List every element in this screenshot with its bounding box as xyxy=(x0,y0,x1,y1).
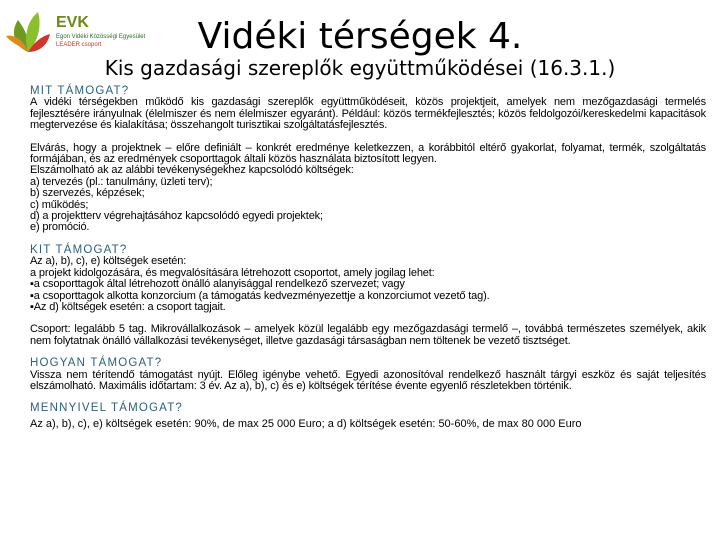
section-heading-kit: KIT TÁMOGAT? xyxy=(30,243,128,256)
evk-logo xyxy=(4,8,154,56)
mennyivel-text: Az a), b), c), e) költségek esetén: 90%, de max 25 000 Euro; a d) költségek esetén: 50-60%, de max 80 000 Euro xyxy=(30,417,582,430)
kit-line: a projekt kidolgozására, és megvalósítására létrehozott csoportot, amely jogilag lehet: xyxy=(30,266,435,279)
logo-line-1: Egon Vidéki Közösségi Egyesület xyxy=(56,34,146,40)
section-heading-mennyivel: MENNYIVEL TÁMOGAT? xyxy=(30,402,184,415)
kit-line: ▪a csoporttagok alkotta konzorcium (a támogatás kedvezményezettje a konzorciumot vezető tag). xyxy=(30,289,490,302)
section-heading-mit: MIT TÁMOGAT? xyxy=(30,85,130,97)
kit-line: Az a), b), c), e) költségek esetén: xyxy=(30,255,187,268)
elvaras-line: d) a projektterv végrehajtásához kapcsolódó egyedi projektek; xyxy=(30,210,323,223)
elvaras-line: a) tervezés (pl.: tanulmány, üzleti terv); xyxy=(30,175,213,188)
logo-line-2: LEADER csoport xyxy=(56,42,102,48)
page-subtitle: Kis gazdasági szereplők együttműködései (16.3.1.) xyxy=(104,56,616,80)
kit-line: ▪a csoporttagok által létrehozott önálló alanyisággal rendelkező szervezet; vagy xyxy=(30,278,405,291)
kit-line: ▪Az d) költségek esetén: a csoport tagjait. xyxy=(30,300,226,313)
section-heading-hogyan: HOGYAN TÁMOGAT? xyxy=(30,357,163,370)
elvaras-line: b) szervezés, képzések; xyxy=(30,187,145,200)
elvaras-line: Elszámolható ak az alábbi tevékenységekhez kapcsolódó költségek: xyxy=(30,164,354,177)
mit-text: A vidéki térségekben működő kis gazdasági szereplők együttműködéseit, közös projektjeit, amelyek nem mezőgazdasági termelés fejlesztésére irányulnak (élelmiszer és nem élelmiszer egyaránt). Például: közös termékfejlesztés; közös feldolgozói/kereskedelmi kapacitások megtervezése és kialakítása; összehangolt turisztikai szolgáltatásfejlesztés. xyxy=(30,96,706,132)
hogyan-text: Vissza nem térítendő támogatást nyújt. Előleg igénybe vehető. Egyedi azonosítóval rendelkező használt tárgyi eszköz és saját teljesítés elszámolható. Maximális időtartam: 3 év. Az a), b), c) és e) költségek térítése évente egyenlő részletekben történik. xyxy=(30,368,706,392)
csoport-text: Csoport: legalább 5 tag. Mikrovállalkozások – amelyek közül legalább egy mezőgazdasági termelő –, továbbá természetes személyek, akik nem folytatnak önálló vállalkozási tevékenységet, illetve gazdasági társaságban nem töltenek be vezető tisztséget. xyxy=(30,323,706,347)
elvaras-line: c) működés; xyxy=(30,198,89,211)
elvaras-text: Elvárás, hogy a projektnek – előre definiált – konkrét eredménye keletkezzen, a korábbitól eltérő gyakorlat, folyamat, termék, szolgáltatás formájában, és az eredmények csoporttagok általi közös használata biztosított legyen. xyxy=(30,141,706,166)
leaf-emblem-icon xyxy=(4,8,54,56)
elvaras-line: e) promóció. xyxy=(30,221,90,234)
main-content xyxy=(30,86,706,430)
logo-name: EVK xyxy=(56,14,89,31)
page-title: Vidéki térségek 4. xyxy=(197,16,523,57)
